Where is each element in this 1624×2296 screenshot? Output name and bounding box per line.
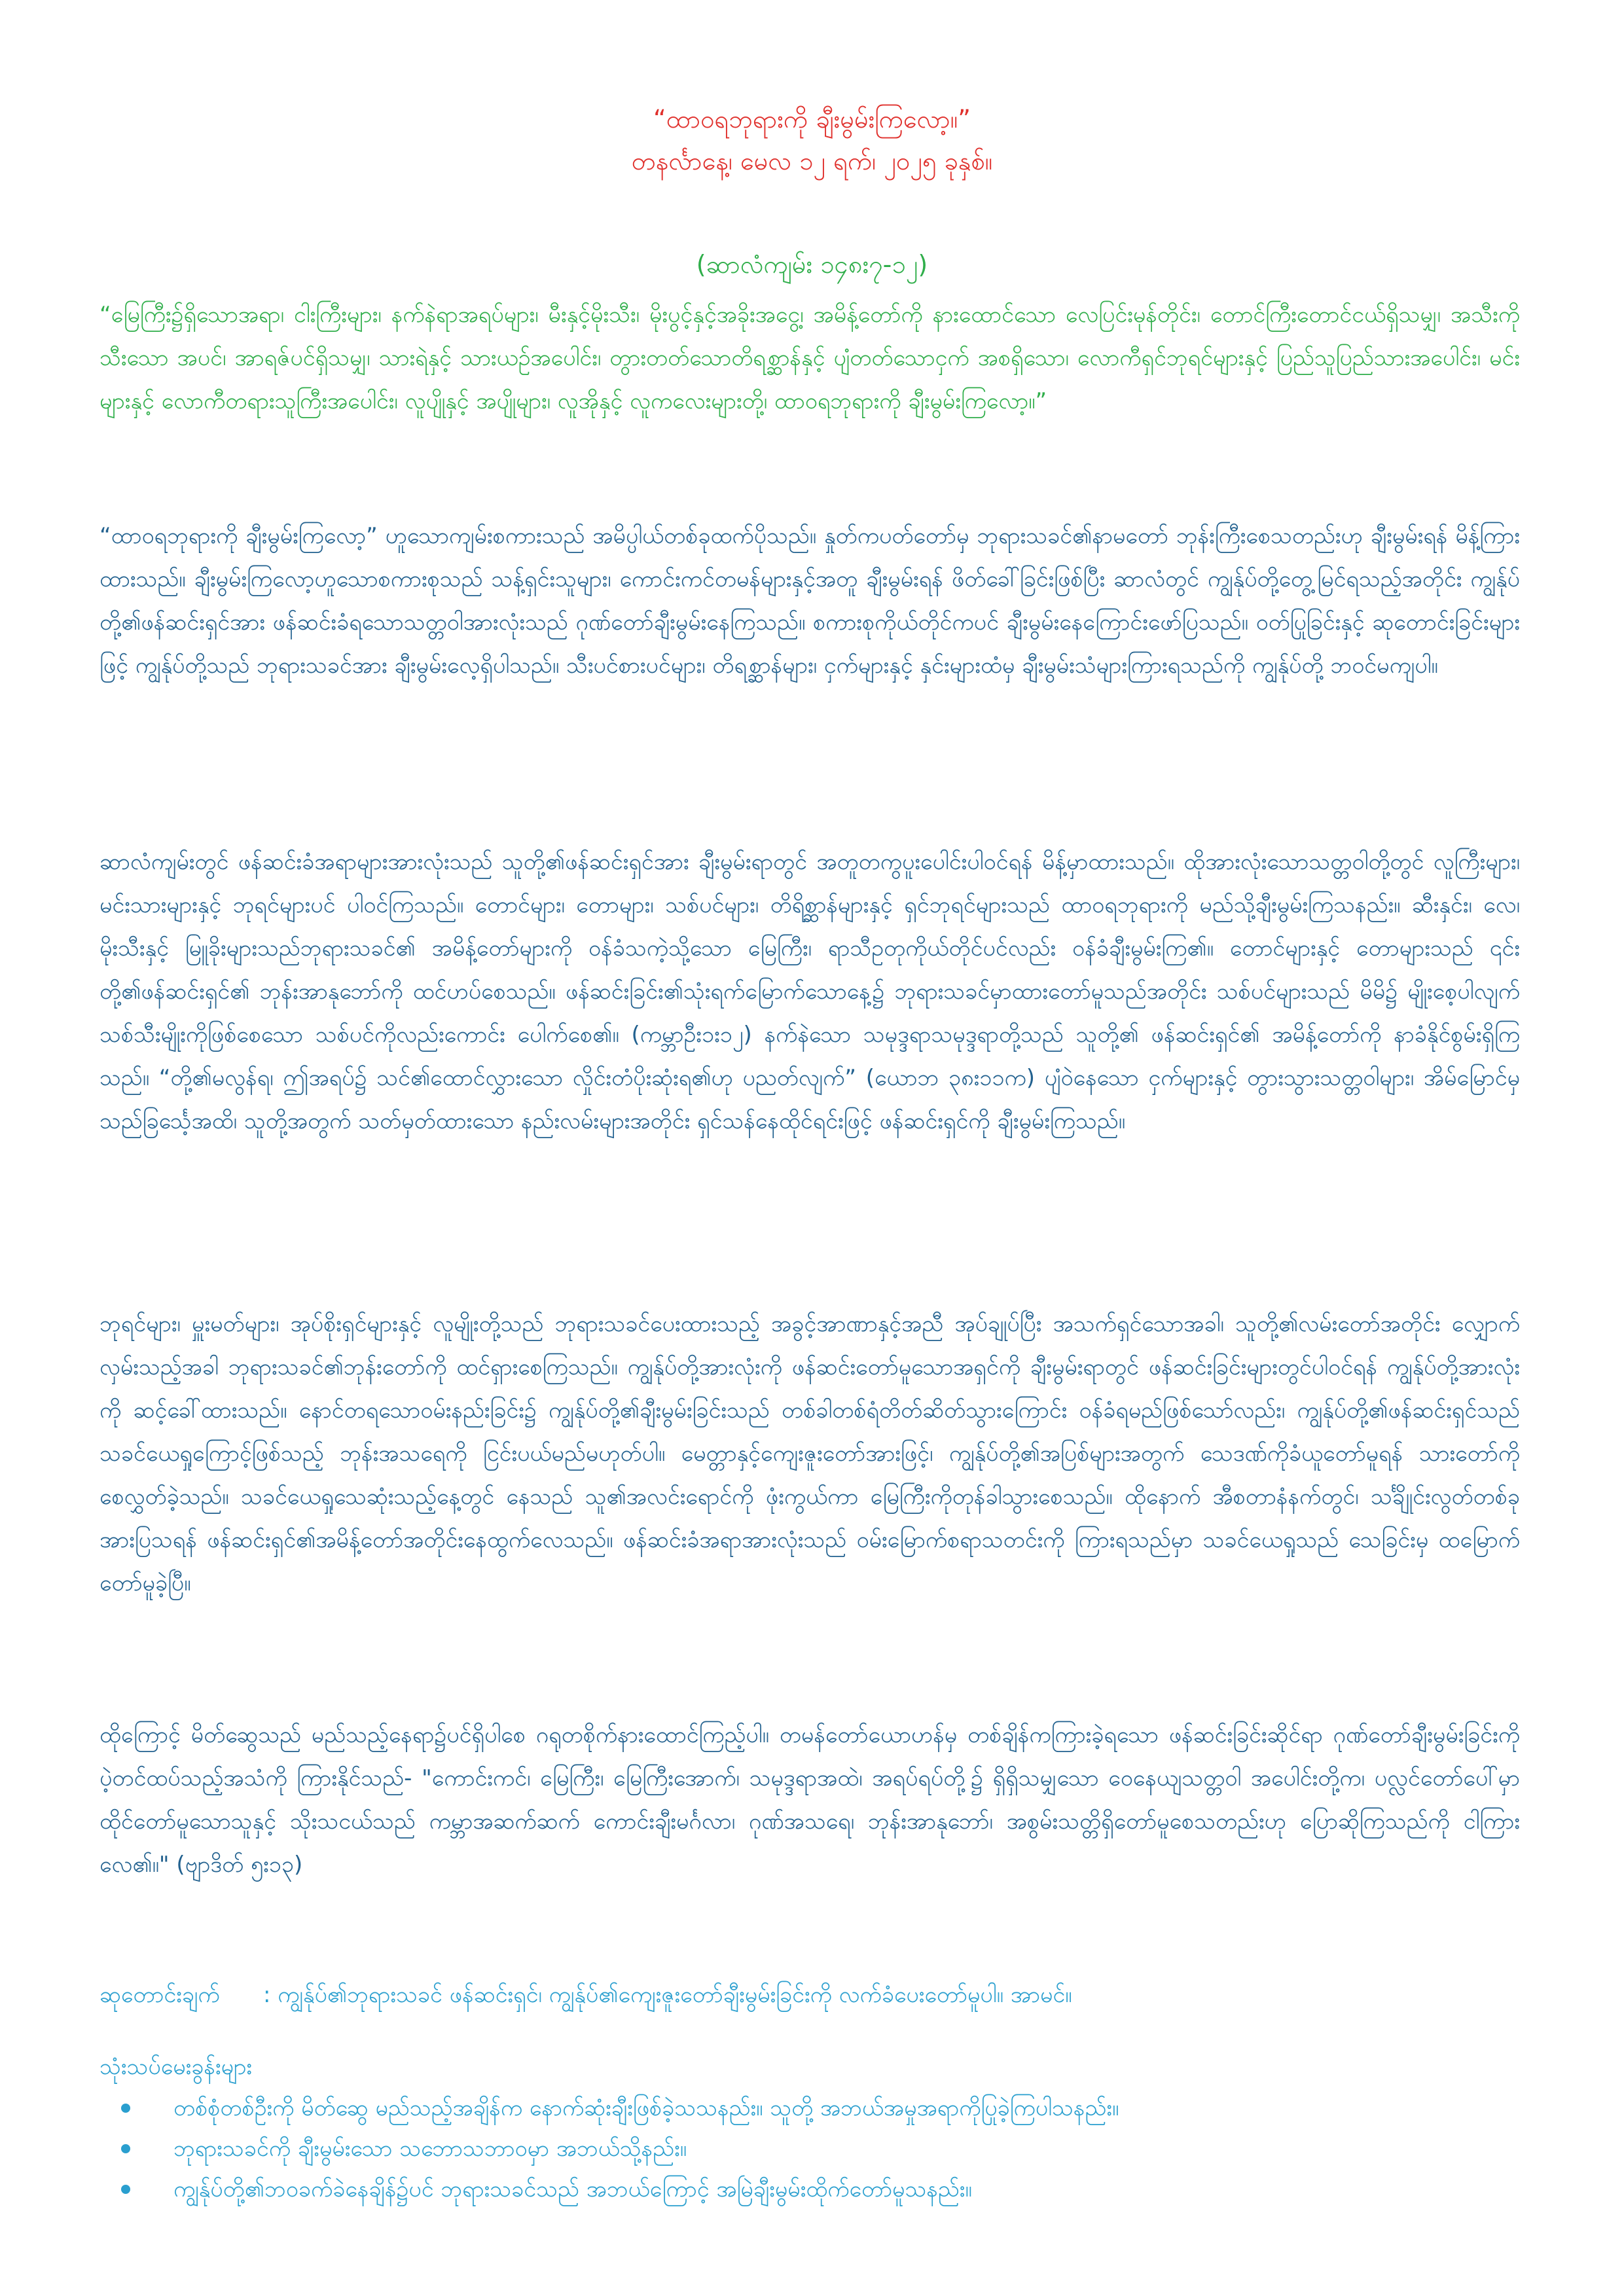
reflection-list <box>121 2088 1496 2210</box>
prayer-text: : ကျွန်ုပ်၏ဘုရားသခင် ဖန်ဆင်းရှင်၊ ကျွန်ုပ်၏ကျေးဇူးတော်ချီးမွမ်းခြင်းကို လက်ခံပေးတော်မူပါ။ အာမင်။ <box>263 1982 1072 2008</box>
body-paragraph-2: ဆာလံကျမ်းတွင် ဖန်ဆင်းခံအရာများအားလုံးသည် သူတို့၏ဖန်ဆင်းရှင်အား ချီးမွမ်းရာတွင် အတူတကွပူးပေါင်းပါဝင်ရန် မိန့်မှာထားသည်။ ထိုအားလုံးသောသတ္တဝါတို့တွင် လူကြီးများ၊ မင်းသားများနှင့် ဘုရင်များပင် ပါဝင်ကြသည်။ တောင်များ၊ တောများ၊ သစ်ပင်များ၊ တိရိစ္ဆာန်များနှင့် ရှင်ဘုရင်များသည် ထာဝရဘုရားကို မည်သို့ချီးမွမ်းကြသနည်း။ ဆီးနှင်း၊ လေ၊ မိုးသီးနှင့် မြူခိုးများသည်ဘုရားသခင်၏ အမိန့်တော်များကို ဝန်ခံသကဲ့သို့သော မြေကြီး၊ ရာသီဥတုကိုယ်တိုင်ပင်လည်း ဝန်ခံချီးမွမ်းကြ၏။ တောင်များနှင့် တောများသည် ၎င်းတို့၏ဖန်ဆင်းရှင်၏ ဘုန်းအာနုဘော်ကို ထင်ဟပ်စေသည်။ ဖန်ဆင်းခြင်း၏သုံးရက်မြောက်သောနေ့၌ ဘုရားသခင်မှာထားတော်မူသည်အတိုင်း သစ်ပင်များသည် မိမိ၌ မျိုးစေ့ပါလျက် သစ်သီးမျိုးကိုဖြစ်စေသော သစ်ပင်ကိုလည်းကောင်း ပေါက်စေ၏။ (ကမ္ဘာဦး၁း၁၂) နက်နဲသော သမုဒ္ဒရာသမုဒ္ဒရာတို့သည် သူတို့၏ ဖန်ဆင်းရှင်၏ အမိန့်တော်ကို နာခံနိုင်စွမ်းရှိကြသည်။ “တို့၏မလွန်ရ၊ ဤအရပ်၌ သင်၏ထောင်လွှားသော လှိုင်းတံပိုးဆုံးရ၏ဟု ပညတ်လျက်” (ယောဘ ၃၈း၁၁က) ပျံဝဲနေသော ငှက်များနှင့် တွားသွားသတ္တဝါများ၊ အိမ်မြောင်မှသည်ခြင်္သေ့အထိ၊ သူတို့အတွက် သတ်မှတ်ထားသော နည်းလမ်းများအတိုင်း ရှင်သန်နေထိုင်ရင်းဖြင့် ဖန်ဆင်းရှင်ကို ချီးမွမ်းကြသည်။ <box>99 849 1520 1134</box>
verse-reference: (ဆာလံကျမ်း ၁၄၈း၇-၁၂) <box>696 250 928 279</box>
reflection-question: တစ်စုံတစ်ဦးကို မိတ်ဆွေ မည်သည့်အချိန်က နောက်ဆုံးချီးဖြစ်ခဲ့သသနည်း။ သူတို့ အဘယ်အမှုအရာကိုပြုခဲ့ကြပါသနည်း။ <box>173 2095 1119 2121</box>
prayer-label: ဆုတောင်းချက် <box>99 1982 220 2008</box>
bullet-icon <box>121 2104 130 2113</box>
reflection-title: သုံးသပ်မေးခွန်းများ <box>99 2054 253 2080</box>
body-paragraph-3: ဘုရင်များ၊ မှူးမတ်များ၊ အုပ်စိုးရှင်များနှင့် လူမျိုးတို့သည် ဘုရားသခင်ပေးထားသည့် အခွင့်အာဏာနှင့်အညီ အုပ်ချုပ်ပြီး အသက်ရှင်သောအခါ၊ သူတို့၏လမ်းတော်အတိုင်း လျှောက်လှမ်းသည့်အခါ ဘုရားသခင်၏ဘုန်းတော်ကို ထင်ရှားစေကြသည်။ ကျွန်ုပ်တို့အားလုံးကို ဖန်ဆင်းတော်မူသောအရှင်ကို ချီးမွမ်းရာတွင် ဖန်ဆင်းခြင်းများတွင်ပါဝင်ရန် ကျွန်ုပ်တို့အားလုံးကို ဆင့်ခေါ်ထားသည်။ နောင်တရသောဝမ်းနည်းခြင်း၌ ကျွန်ုပ်တို့၏ချီးမွမ်းခြင်းသည် တစ်ခါတစ်ရံတိတ်ဆိတ်သွားကြောင်း ဝန်ခံရမည်ဖြစ်သော်လည်း၊ ကျွန်ုပ်တို့၏ဖန်ဆင်းရှင်သည် သခင်ယေရှုကြောင့်ဖြစ်သည့် ဘုန်းအသရေကို ငြင်းပယ်မည်မဟုတ်ပါ။ မေတ္တာနှင့်ကျေးဇူးတော်အားဖြင့်၊ ကျွန်ုပ်တို့၏အပြစ်များအတွက် သေဒဏ်ကိုခံယူတော်မူရန် သားတော်ကို စေလွှတ်ခဲ့သည်။ သခင်ယေရှုသေဆုံးသည့်နေ့တွင် နေသည် သူ၏အလင်းရောင်ကို ဖုံးကွယ်ကာ မြေကြီးကိုတုန်ခါသွားစေသည်။ ထိုနောက် အီစတာနံနက်တွင်၊ သင်္ချိုင်းလွတ်တစ်ခုအားပြသရန် ဖန်ဆင်းရှင်၏အမိန့်တော်အတိုင်းနေထွက်လေသည်။ ဖန်ဆင်းခံအရာအားလုံးသည် ဝမ်းမြောက်စရာသတင်းကို ကြားရသည်မှာ သခင်ယေရှုသည် သေခြင်းမှ ထမြောက်တော်မူခဲ့ပြီ။ <box>99 1311 1520 1596</box>
page-title: “ထာဝရဘုရားကို ချီးမွမ်းကြလော့။” <box>653 105 971 134</box>
bullet-icon <box>121 2185 130 2194</box>
page-date: တနင်္လာနေ့၊ မေလ ၁၂ ရက်၊ ၂၀၂၅ ခုနှစ်။ <box>631 147 993 175</box>
body-paragraph-4: ထိုကြောင့် မိတ်ဆွေသည် မည်သည့်နေရာ၌ပင်ရှိပါစေ ဂရုတစိုက်နားထောင်ကြည့်ပါ။ တမန်တော်ယောဟန်မှ တစ်ချိန်ကကြားခဲ့ရသော ဖန်ဆင်းခြင်းဆိုင်ရာ ဂုဏ်တော်ချီးမွမ်းခြင်းကို ပဲ့တင်ထပ်သည့်အသံကို ကြားနိုင်သည်- "ကောင်းကင်၊ မြေကြီး၊ မြေကြီးအောက်၊ သမုဒ္ဒရာအထဲ၊ အရပ်ရပ်တို့၌ ရှိရှိသမျှသော ဝေနေယျသတ္တဝါ အပေါင်းတို့က၊ ပလ္လင်တော်ပေါ်မှာ ထိုင်တော်မူသောသူနှင့် သိုးသငယ်သည် ကမ္ဘာအဆက်ဆက် ကောင်းချီးမင်္ဂလာ၊ ဂုဏ်အသရေ၊ ဘုန်းအာနုဘော်၊ အစွမ်းသတ္တိရှိတော်မူစေသတည်းဟု ပြောဆိုကြသည်ကို ငါကြားလေ၏။" (ဗျာဒိတ် ၅း၁၃) <box>99 1722 1520 1878</box>
bullet-icon <box>121 2144 130 2153</box>
list-item <box>121 2169 1496 2210</box>
body-paragraph-1: “ထာဝရဘုရားကို ချီးမွမ်းကြလော့” ဟူသောကျမ်းစကားသည် အမိပ္ပါယ်တစ်ခုထက်ပိုသည်။ နှုတ်ကပတ်တော်မှ ဘုရားသခင်၏နာမတော် ဘုန်းကြီးစေသတည်းဟု ချီးမွမ်းရန် မိန့်ကြားထားသည်။ ချီးမွမ်းကြလော့ဟူသောစကားစုသည် သန့်ရှင်းသူများ၊ ကောင်းကင်တမန်များနှင့်အတူ ချီးမွမ်းရန် ဖိတ်ခေါ်ခြင်းဖြစ်ပြီး ဆာလံတွင် ကျွန်ုပ်တို့တွေ့မြင်ရသည့်အတိုင်း ကျွန်ုပ်တို့၏ဖန်ဆင်းရှင်အား ဖန်ဆင်းခံရသောသတ္တဝါအားလုံးသည် ဂုဏ်တော်ချီးမွမ်းနေကြသည်။ စကားစုကိုယ်တိုင်ကပင် ချီးမွမ်းနေကြောင်းဖော်ပြသည်။ ဝတ်ပြုခြင်းနှင့် ဆုတောင်းခြင်းများဖြင့် ကျွန်ုပ်တို့သည် ဘုရားသခင်အား ချီးမွမ်းလေ့ရှိပါသည်။ သီးပင်စားပင်များ၊ တိရစ္ဆာန်များ၊ ငှက်များနှင့် နှင်းများထံမှ ချီးမွမ်းသံများကြားရသည်ကို ကျွန်ုပ်တို့ ဘဝင်မကျပါ။ <box>99 523 1520 679</box>
reflection-question: ဘုရားသခင်ကို ချီးမွမ်းသော သဘောသဘာဝမှာ အဘယ်သို့နည်း။ <box>173 2136 687 2162</box>
list-item <box>121 2128 1496 2169</box>
prayer <box>99 1975 1520 2015</box>
reflection-question: ကျွန်ုပ်တို့၏ဘဝခက်ခဲနေချိန်၌ပင် ဘုရားသခင်သည် အဘယ်ကြောင့် အမြဲချီးမွမ်းထိုက်တော်မူသနည်း။ <box>173 2176 972 2202</box>
header <box>0 98 1624 182</box>
list-item <box>121 2088 1496 2128</box>
verse-text: “မြေကြီး၌ရှိသောအရာ၊ ငါးကြီးများ၊ နက်နဲရာအရပ်များ၊ မီးနှင့်မိုးသီး၊ မိုးပွင့်နှင့်အခိုးအငွေ့၊ အမိန့်တော်ကို နားထောင်သော လေပြင်းမုန်တိုင်း၊ တောင်ကြီးတောင်ငယ်ရှိသမျှ၊ အသီးကိုသီးသော အပင်၊ အာရဇ်ပင်ရှိသမျှ၊ သားရဲနှင့် သားယဉ်အပေါင်း၊ တွားတတ်သောတိရစ္ဆာန်နှင့် ပျံတတ်သောငှက် အစရှိသော၊ လောကီရှင်ဘုရင်များနှင့် ပြည်သူပြည်သားအပေါင်း၊ မင်းများနှင့် လောကီတရားသူကြီးအပေါင်း၊ လူပျိုနှင့် အပျိုများ၊ လူအိုနှင့် လူကလေးများတို့၊ ထာဝရဘုရားကို ချီးမွမ်းကြလော့။” <box>99 302 1520 414</box>
